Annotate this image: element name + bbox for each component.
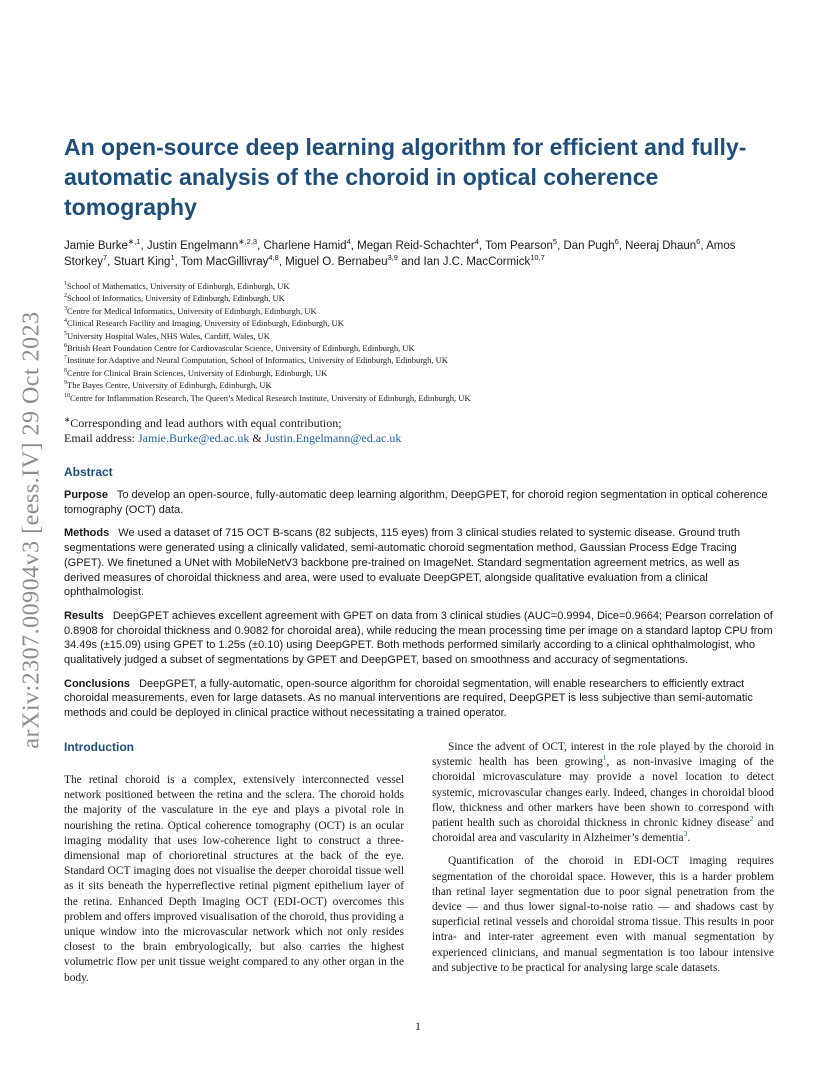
affiliation-item: $^7$Institute for Adaptive and Neural Computation, School of Informatics, University of Edinburgh, Edinburgh, UK: [64, 355, 448, 366]
author-affil-marker: 4: [346, 237, 351, 247]
author-name: Tom Pearson: [485, 240, 553, 252]
arxiv-id-text: arXiv:2307.00904v3 [eess.IV] 29 Oct 2023: [18, 311, 45, 749]
affiliation-item: $^8$Centre for Clinical Brain Sciences, University of Edinburgh, Edinburgh, UK: [64, 367, 328, 378]
intro-paragraph: The retinal choroid is a complex, extensively interconnected vessel network positioned between the retina and the sclera. The choroid holds the majority of the vasculature in the eye and plays a pivotal role in nourishing the retina. Optical coherence tomography (OCT) is an ocular imaging modality that uses low-coherence light to construct a three-dimensional map of chorioretinal structures at the back of the eye. Standard OCT imaging does not visualise the deeper choroidal tissue well as it sits beneath the hyperreflective retinal pigment epithelium layer of the retina. Enhanced Depth Imaging OCT (EDI-OCT) overcomes this problem and offers improved visualisation of the choroid, thus providing a unique window into the microvascular network which not only resides closest to the brain embryologically, but also carries the highest volumetric flow per unit tissue weight compared to any other organ in the body.: [64, 774, 404, 984]
author-name: Amos Storkey: [64, 240, 736, 268]
abstract-results: Results DeepGPET achieves excellent agreement with GPET on data from 3 clinical studies (AUC=0.9994, Dice=0.9664; Pearson correlation of 0.8908 for choroidal thickness and 0.9082 for choroidal area), while reducing the mean processing time per image on a standard laptop CPU from 34.49s (±15.09) using GPET to 1.25s (±0.10) using DeepGPET. Both methods performed similarly according to a clinical ophthalmologist, who qualitatively judged a subset of segmentations by GPET and DeepGPET, based on smoothness and accuracy of segmentations.: [64, 609, 773, 667]
intro-left-column: [64, 773, 404, 986]
author-affil-marker: 5: [552, 237, 558, 247]
author-name: Megan Reid-Schachter: [357, 240, 475, 252]
author-affil-marker: 7: [103, 253, 108, 263]
intro-right-column: [432, 740, 774, 976]
author-name: Neeraj Dhaun: [625, 240, 697, 252]
author-name: Miguel O. Bernabeu: [285, 256, 388, 268]
email-link-burke[interactable]: Jamie.Burke@ed.ac.uk: [137, 431, 250, 445]
author-name: Stuart King: [113, 256, 171, 268]
correspondence-note: ∗Corresponding and lead authors with equal contribution; Email address: Jamie.Burke@ed.ac.uk & Justin.Engelmann@ed.ac.uk: [64, 415, 402, 445]
affiliation-item: $^{10}$Centre for Inflammation Research, The Queen’s Medical Research Institute, University of Edinburgh, Edinburgh, UK: [64, 392, 471, 403]
affiliation-item: $^4$Clinical Research Facility and Imaging, University of Edinburgh, Edinburgh, UK: [64, 318, 344, 329]
abstract-heading: Abstract: [64, 465, 113, 479]
author-name: Dan Pugh: [563, 240, 615, 252]
affiliation-item: $^5$University Hospital Wales, NHS Wales, Cardiff, Wales, UK: [64, 330, 270, 341]
citation-link[interactable]: 1: [602, 753, 607, 763]
author-affil-marker: 6: [696, 237, 701, 247]
author-affil-marker: 3,9: [387, 253, 398, 263]
email-label: Email address:: [64, 431, 135, 445]
email-link-engelmann[interactable]: Justin.Engelmann@ed.ac.uk: [264, 431, 402, 445]
author-name: Tom MacGillivray: [180, 256, 269, 268]
introduction-heading: Introduction: [64, 740, 134, 754]
affiliation-item: $^2$School of Informatics, University of Edinburgh, Edinburgh, UK: [64, 293, 285, 304]
affiliation-list: [64, 280, 764, 404]
paper-title: An open-source deep learning algorithm for efficient and fully-automatic analysis of the choroid in optical coherence tomography: [64, 134, 747, 220]
page-number: 1: [415, 1019, 421, 1033]
author-affil-marker: 4: [474, 237, 479, 247]
author-affil-marker: 10,7: [530, 253, 545, 263]
abstract-purpose: Purpose To develop an open-source, fully-automatic deep learning algorithm, DeepGPET, for choroid region segmentation in optical coherence tomography (OCT) data.: [64, 489, 768, 516]
author-affil-marker: ∗,1: [127, 237, 141, 247]
author-name: Jamie Burke: [64, 240, 128, 252]
arxiv-identifier: [12, 280, 52, 780]
author-list: Jamie Burke$^{∗,1}$, Justin Engelmann$^{∗,2,3}$, Charlene Hamid$^4$, Megan Reid-Schachter$^4$, Tom Pearson$^5$, Dan Pugh$^6$, Neeraj Dhaun$^6$, Amos Storkey$^7$, Stuart King$^1$, Tom MacGillivray$^{4,8}$, Miguel O. Bernabeu$^{3,9}$ and Ian J.C. MacCormick$^{10,7}$: [64, 237, 736, 268]
author-affil-marker: 4,8: [268, 253, 279, 263]
citation-link[interactable]: 3: [683, 829, 688, 839]
citation-link[interactable]: 2: [749, 814, 754, 824]
intro-paragraph: Since the advent of OCT, interest in the role played by the choroid in systemic health has been growing$^1$, as non-invasive imaging of the choroidal microvasculature may provide a novel location to detect systemic, microvascular changes early. Indeed, changes in choroidal blood flow, thickness and other markers have been shown to correspond with patient health such as choroidal thickness in chronic kidney disease$^2$ and choroidal area and vascularity in Alzheimer’s dementia$^3$.: [432, 741, 774, 845]
author-affil-marker: 6: [614, 237, 619, 247]
affiliation-item: $^6$British Heart Foundation Centre for Cardiovascular Science, University of Edinburgh, Edinburgh, UK: [64, 343, 415, 354]
abstract-methods: Methods We used a dataset of 715 OCT B-scans (82 subjects, 115 eyes) from 3 clinical studies related to systemic disease. Ground truth segmentations were generated using a clinically validated, semi-automatic choroid segmentation method, Gaussian Process Edge Tracing (GPET). We finetuned a UNet with MobileNetV3 backbone pre-trained on ImageNet. Standard segmentation agreement metrics, as well as derived measures of choroidal thickness and area, were used to evaluate DeepGPET, alongside qualitative evaluation from a clinical ophthalmologist.: [64, 527, 741, 599]
author-affil-marker: 1: [170, 253, 175, 263]
affiliation-item: $^9$The Bayes Centre, University of Edinburgh, Edinburgh, UK: [64, 380, 272, 391]
intro-paragraph: Quantification of the choroid in EDI-OCT imaging requires segmentation of the choroidal space. However, this is a harder problem than retinal layer segmentation due to poor signal penetration from the device — and thus lower signal-to-noise ratio — and shadows cast by superficial retinal vessels and choroidal stroma tissue. This results in poor intra- and inter-rater agreement even with manual segmentation by experienced clinicians, and manual segmentation is too labour intensive and subjective to be practical for analysing large scale datasets.: [432, 855, 774, 974]
abstract-conclusions: Conclusions DeepGPET, a fully-automatic, open-source algorithm for choroidal segmentation, will enable researchers to efficiently extract choroidal measurements, even for large datasets. As no manual interventions are required, DeepGPET is less subjective than semi-automatic methods and could be deployed in clinical practice without necessitating a trained operator.: [64, 677, 753, 720]
author-name: Ian J.C. MacCormick: [423, 256, 531, 268]
author-affil-marker: ∗,2,3: [238, 237, 258, 247]
affiliation-item: $^3$Centre for Medical Informatics, University of Edinburgh, Edinburgh, UK: [64, 305, 317, 316]
abstract-body: [64, 488, 776, 730]
author-name: Justin Engelmann: [146, 240, 239, 252]
author-name: Charlene Hamid: [263, 240, 347, 252]
correspondence-text: Corresponding and lead authors with equal contribution;: [70, 416, 342, 430]
affiliation-item: $^1$School of Mathematics, University of Edinburgh, Edinburgh, UK: [64, 281, 290, 291]
